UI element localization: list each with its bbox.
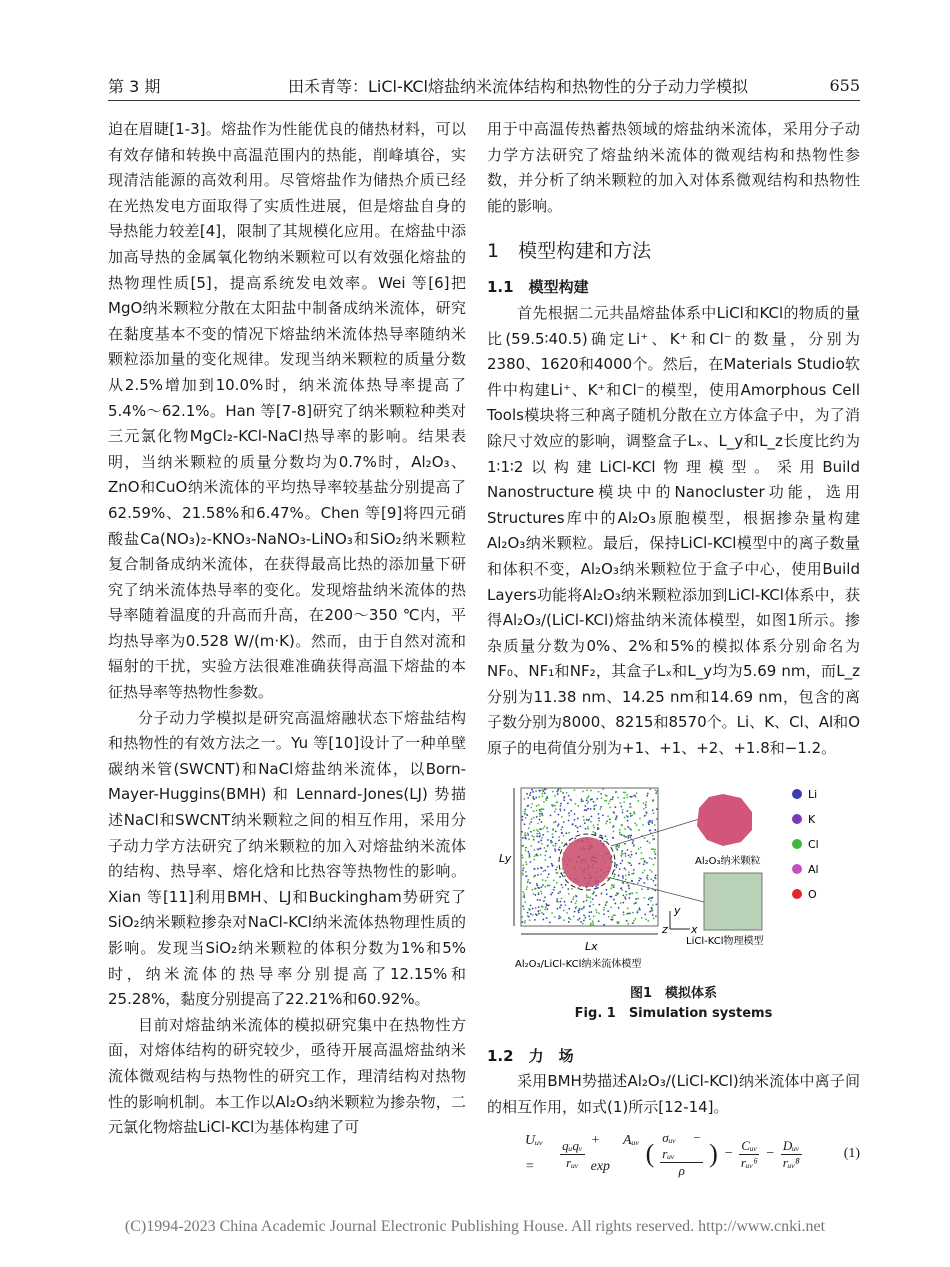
numerator: Dᵤᵥ (782, 1137, 800, 1153)
numerator: qᵤqᵥ (562, 1137, 583, 1153)
minus: − (765, 1146, 775, 1162)
figure-1 (487, 784, 860, 984)
nanoparticle (562, 837, 612, 887)
legend-swatch-cl (792, 839, 802, 849)
paragraph: 迫在眉睫[1-3]。熔盐作为性能优良的储热材料，可以有效存储和转换中高温范围内的热能，削峰填谷，实现清洁能源的高效利用。尽管熔盐作为储热介质已经在光热发电方面取得了实质性进展，但是熔盐自身的导热能力较差[4]，限制了其规模化应用。在熔盐中添加高导热的金属氧化物纳米颗粒可以有效强化熔盐的热物理性质[5]，提高系统发电效率。Wei 等[6]把MgO纳米颗粒分散在太阳盐中制备成纳米流体，研究在黏度基本不变的情况下熔盐纳米流体热导率随纳米颗粒添加量的变化规律。发现当纳米颗粒的质量分数从2.5%增加到10.0%时，纳米流体热导率提高了5.4%～62.1%。Han 等[7-8]研究了纳米颗粒种类对三元氯化物MgCl₂-KCl-NaCl热导率的影响。结果表明，当纳米颗粒的质量分数均为0.7%时，Al₂O₃、ZnO和CuO纳米流体的平均热导率较基盐分别提高了62.59%、21.58%和6.47%。Chen 等[9]将四元硝酸盐Ca(NO₃)₂-KNO₃-NaNO₃-LiNO₃和SiO₂纳米颗粒复合制备成纳米流体，在获得最高比热的添加量下研究了纳米流体热导率的变化。发现熔盐纳米流体的热导率随着温度的升高而升高，在200～350 ℃内，平均热导率为0.528 W/(m·K)。然而，由于自然对流和辐射的干扰，实验方法很难准确获得高温下熔盐的本征热导率等热物性参数。 (108, 120, 466, 702)
ly-label: Ly (499, 851, 512, 865)
section-heading: 1 模型构建和方法 (487, 240, 652, 263)
licl-kcl-box (704, 873, 762, 930)
numerator: σᵤᵥ − rᵤᵥ (662, 1129, 702, 1161)
lx-label: Lx (585, 939, 598, 953)
paragraph: 分子动力学模拟是研究高温熔融状态下熔盐结构和热物性的有效方法之一。Yu 等[10]设计了一种单壁碳纳米管(SWCNT)和NaCl熔盐纳米流体，以Born-Mayer-Huggins(BMH) 和 Lennard-Jones(LJ) 势描述NaCl和SWCNT纳米颗粒之间的相互作用，采用分子动力学方法研究了纳米颗粒的加入对熔盐纳米流体的结构、热导率、熔化焓和比热容等热物性的影响。Xian 等[11]利用BMH、LJ和Buckingham势研究了SiO₂纳米颗粒掺杂对NaCl-KCl纳米流体热物理性质的影响。发现当SiO₂纳米颗粒的体积分数为1%和5%时，纳米流体的热导率分别提高了12.15%和25.28%，黏度分别提高了22.21%和60.92%。 (108, 708, 466, 1009)
al2o3-particle-closeup (697, 794, 752, 846)
eq-term3 (739, 1138, 759, 1171)
page-number: 655 (829, 76, 860, 95)
numerator: Cᵤᵥ (741, 1137, 758, 1153)
eq-term4 (781, 1138, 802, 1171)
equation-number: (1) (843, 1146, 861, 1162)
legend-swatch-li (792, 789, 802, 799)
legend-swatch-k (792, 814, 802, 824)
axis-x: x (691, 922, 698, 936)
eq-term1 (560, 1138, 584, 1171)
running-title: 田禾青等：LiCl-KCl熔盐纳米流体结构和热物性的分子动力学模拟 (288, 77, 748, 96)
paragraph: 用于中高温传热蓄热领域的熔盐纳米流体，采用分子动力学方法研究了熔盐纳米流体的微观结构和热物性参数，并分析了纳米颗粒的加入对体系微观结构和热物性能的影响。 (487, 120, 860, 215)
paragraph: 目前对熔盐纳米流体的模拟研究集中在热物性方面，对熔体结构的研究较少，亟待开展高温熔盐纳米流体微观结构与热物性的研究工作，理清结构对热物性的影响机制。本工作以Al₂O₃纳米颗粒为掺杂物，二元氯化物熔盐LiCl-KCl为基体构建了可 (108, 1015, 466, 1137)
legend-swatch-al (792, 864, 802, 874)
left-column (108, 117, 466, 1141)
legend-label: K (808, 812, 816, 826)
minus: − (723, 1146, 734, 1162)
running-header (108, 70, 860, 101)
denominator: ρ (678, 1162, 685, 1178)
denominator: rᵤᵥ⁸ (782, 1154, 800, 1170)
figure-caption-en: Fig. 1 Simulation systems (574, 1005, 773, 1021)
eq-exp: + Aᵤᵥ exp (590, 1133, 640, 1175)
axis-y: y (674, 903, 681, 917)
physical-model-label: LiCl-KCl物理模型 (686, 935, 764, 947)
denominator: rᵤᵥ (566, 1154, 579, 1170)
legend-label: O (808, 887, 817, 901)
equation-1: Uᵤᵥ = $\frac{\text{qᵤqᵥ}}{\text{rᵤᵥ}}$ + Aᵤᵥ exp ( $\frac{\text{σᵤᵥ − rᵤᵥ}}{\rho}$ ) − $\frac{\text{Cᵤᵥ}}{\text{rᵤᵥ⁶}}$ − $\frac{\text{Dᵤᵥ}}{\text{rᵤᵥ⁸}}$ (1) (487, 1128, 860, 1179)
particle-label: Al₂O₃纳米颗粒 (695, 855, 761, 867)
legend (792, 788, 819, 901)
right-column (487, 117, 860, 1180)
model-label: Al₂O₃/LiCl-KCl纳米流体模型 (515, 958, 642, 970)
legend-label: Al (808, 862, 819, 876)
issue-number: 第 3 期 (108, 77, 161, 96)
legend-swatch-o (792, 889, 802, 899)
subsection-heading: 1.2 力 场 (487, 1046, 574, 1065)
simulation-diagram (487, 784, 860, 984)
figure-caption-cn: 图1 模拟体系 (629, 985, 718, 1001)
paragraph: 首先根据二元共晶熔盐体系中LiCl和KCl的物质的量比(59.5∶40.5)确定Li⁺、K⁺和Cl⁻的数量，分别为2380、1620和4000个。然后，在Materials Studio软件中构建Li⁺、K⁺和Cl⁻的模型，使用Amorphous Cell Tools模块将三种离子随机分散在立方体盒子中，为了消除尺寸效应的影响，调整盒子Lₓ、L_y和L_z长度比约为1∶1∶2以构建LiCl-KCl物理模型。采用Build Nanostructure模块中的Nanocluster功能，选用Structures库中的Al₂O₃原胞模型，根据掺杂量构建Al₂O₃纳米颗粒。最后，保持LiCl-KCl模型中的离子数量和体积不变，Al₂O₃纳米颗粒位于盒子中心，使用Build Layers功能将Al₂O₃纳米颗粒添加到LiCl-KCl体系中，获得Al₂O₃/(LiCl-KCl)熔盐纳米流体模型，如图1所示。掺杂质量分数为0%、2%和5%的模拟体系分别命名为NF₀、NF₁和NF₂，其盒子Lₓ和L_y均为5.69 nm，而L_z分别为11.38 nm、14.25 nm和14.69 nm，包含的离子数分别为8000、8215和8570个。Li、K、Cl、Al和O原子的电荷值分别为+1、+1、+2、+1.8和−1.2。 (487, 303, 860, 758)
paragraph: 采用BMH势描述Al₂O₃/(LiCl-KCl)纳米流体中离子间的相互作用，如式(1)所示[12-14]。 (487, 1072, 860, 1116)
axis-z: z (662, 922, 668, 936)
eq-lhs: Uᵤᵥ = (525, 1133, 544, 1175)
eq-term2 (660, 1130, 703, 1179)
legend-label: Li (808, 787, 818, 801)
legend-label: Cl (808, 837, 819, 851)
denominator: rᵤᵥ⁶ (740, 1154, 758, 1170)
copyright-footer: (C)1994-2023 China Academic Journal Electronic Publishing House. All rights reserved. http://www.cnki.net (124, 1218, 826, 1235)
subsection-heading: 1.1 模型构建 (487, 278, 589, 297)
